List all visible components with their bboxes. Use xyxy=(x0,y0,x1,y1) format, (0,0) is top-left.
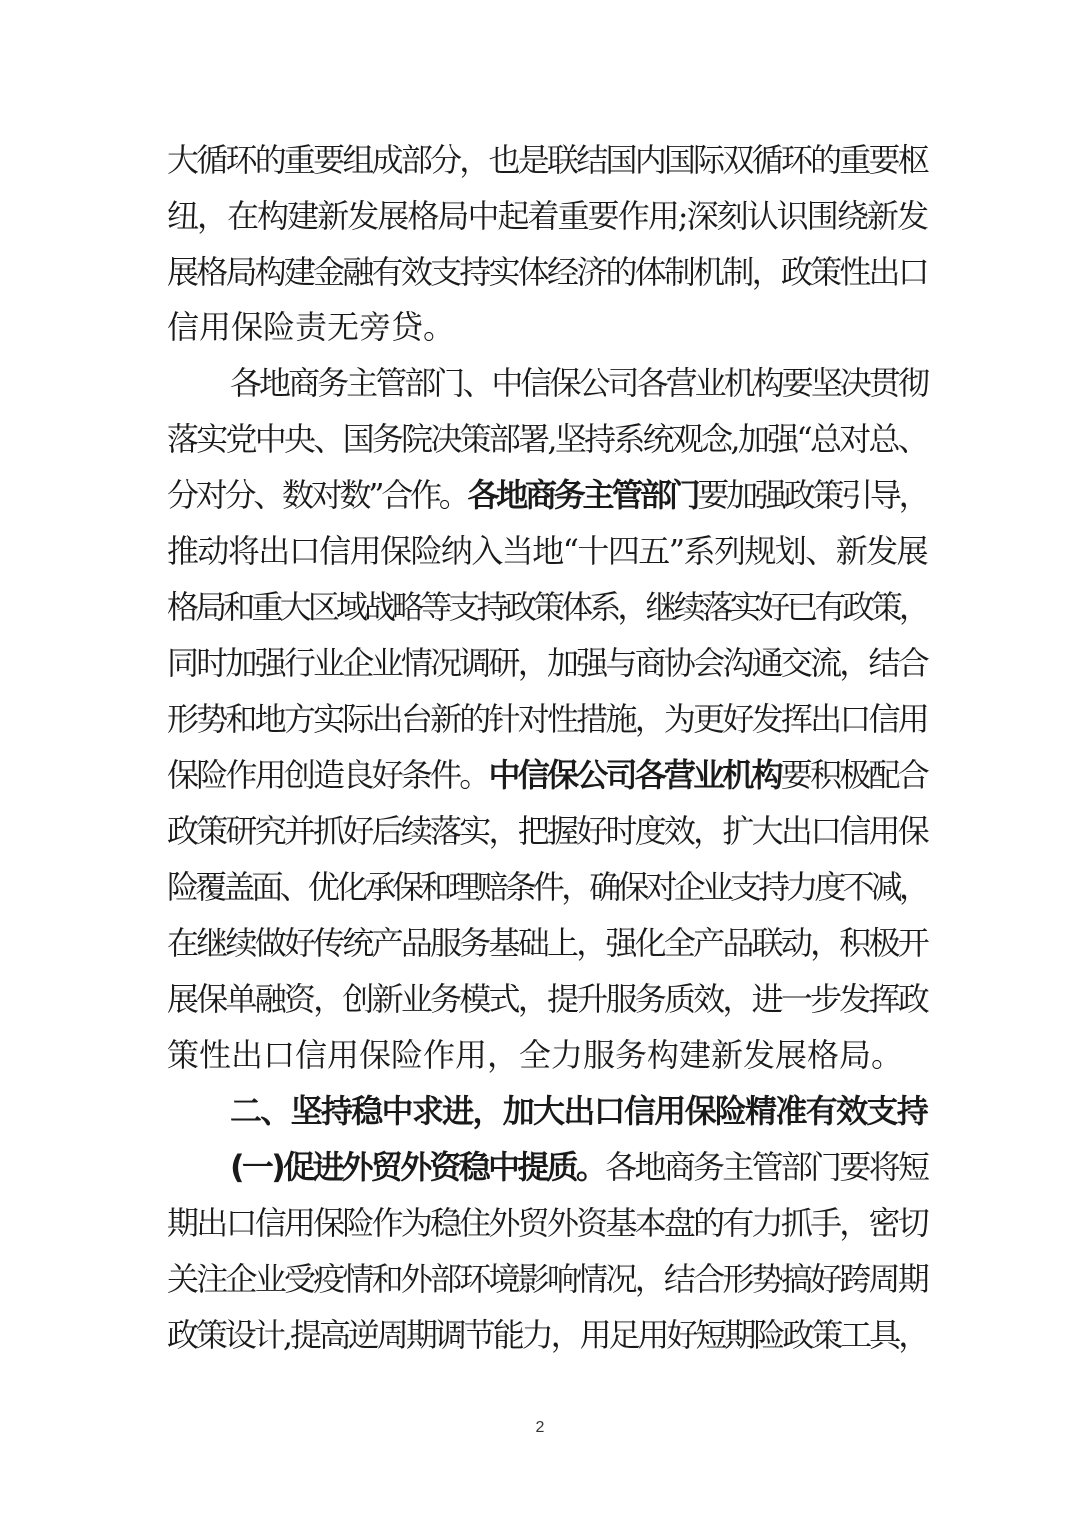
body-line: 推动将出口信用保险纳入当地“十四五”系列规划、新发展 xyxy=(167,532,927,570)
body-line xyxy=(167,755,927,795)
body-line: 政策研究并抓好后续落实，把握好时度效，扩大出口信用保 xyxy=(167,812,928,850)
body-line: 落实党中央、国务院决策部署,坚持系统观念,加强“总对总、 xyxy=(167,420,927,458)
body-line: 格局和重大区域战略等支持政策体系，继续落实好已有政策， xyxy=(167,588,928,626)
body-line: 展格局构建金融有效支持实体经济的体制机制，政策性出口 xyxy=(167,253,928,291)
body-line: 同时加强行业企业情况调研，加强与商协会沟通交流，结合 xyxy=(167,644,928,682)
paragraph-first-line xyxy=(230,1147,927,1187)
section-heading: 二、坚持稳中求进，加大出口信用保险精准有效支持 xyxy=(230,1092,928,1130)
line-text: 要加强政策引导， xyxy=(697,476,928,514)
body-line: 纽，在构建新发展格局中起着重要作用;深刻认识围绕新发 xyxy=(167,197,927,235)
body-line xyxy=(167,475,927,515)
body-line: 期出口信用保险作为稳住外贸外资基本盘的有力抓手，密切 xyxy=(167,1204,928,1242)
paragraph-first-line: 各地商务主管部门、中信保公司各营业机构要坚决贯彻 xyxy=(230,364,928,402)
line-text: 要积极配合 xyxy=(780,756,928,794)
body-line: 展保单融资，创新业务模式，提升服务质效，进一步发挥政 xyxy=(167,980,928,1018)
line-text: 保险作用创造良好条件。 xyxy=(167,756,489,794)
body-line: 政策设计,提高逆周期调节能力，用足用好短期险政策工具， xyxy=(167,1316,928,1354)
line-text: 分对分、数对数”合作。 xyxy=(167,476,468,514)
body-line: 信用保险责无旁贷。 xyxy=(167,308,456,346)
emphasis-text: 中信保公司各营业机构 xyxy=(488,756,781,794)
body-line: 关注企业受疫情和外部环境影响情况，结合形势搞好跨周期 xyxy=(167,1260,928,1298)
body-line: 形势和地方实际出台新的针对性措施，为更好发挥出口信用 xyxy=(167,700,928,738)
page-number: 2 xyxy=(535,1419,545,1436)
subsection-heading: (一)促进外贸外资稳中提质。 xyxy=(230,1148,606,1186)
emphasis-text: 各地商务主管部门 xyxy=(467,476,698,514)
body-line: 险覆盖面、优化承保和理赔条件，确保对企业支持力度不减， xyxy=(167,868,928,906)
body-line: 策性出口信用保险作用，全力服务构建新发展格局。 xyxy=(167,1036,904,1074)
line-text: 各地商务主管部门要将短 xyxy=(605,1148,928,1186)
body-line: 大循环的重要组成部分，也是联结国内国际双循环的重要枢 xyxy=(167,141,928,179)
body-line: 在继续做好传统产品服务基础上，强化全产品联动，积极开 xyxy=(167,924,928,962)
